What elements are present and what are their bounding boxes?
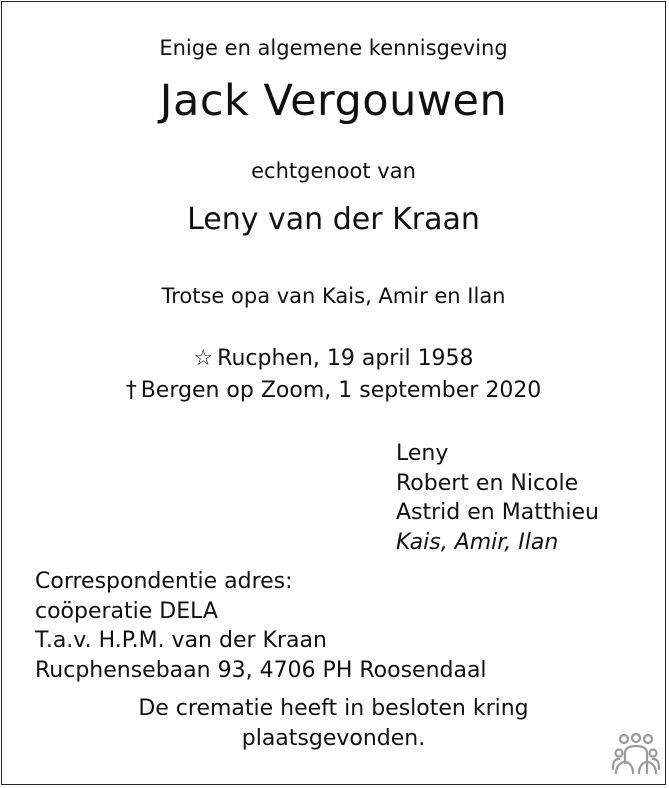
death-line — [2, 378, 665, 403]
death-text: Bergen op Zoom, 1 september 2020 — [140, 378, 542, 403]
cremation-line: plaatsgevonden. — [241, 725, 426, 751]
family-member: Leny — [396, 441, 449, 466]
death-notice-card — [1, 1, 666, 785]
spouse-name: Leny van der Kraan — [187, 202, 480, 237]
star-icon: ☆ — [193, 346, 214, 371]
deceased-name: Jack Vergouwen — [159, 76, 508, 126]
family-member: Astrid en Matthieu — [396, 500, 599, 525]
birth-line — [2, 346, 665, 371]
address-heading: Correspondentie adres: — [35, 569, 293, 594]
grandchildren-names: Kais, Amir, Ilan — [396, 529, 559, 555]
grandchildren-line: Trotse opa van Kais, Amir en Ilan — [161, 284, 506, 308]
family-list — [396, 439, 599, 557]
cremation-line: De crematie heeft in besloten kring — [138, 696, 529, 721]
spouse-label: echtgenoot van — [251, 159, 416, 183]
cross-icon: † — [125, 378, 137, 403]
correspondence-address — [35, 567, 487, 685]
family-member: Robert en Nicole — [396, 470, 579, 496]
cremation-notice — [2, 694, 665, 753]
notice-heading: Enige en algemene kennisgeving — [159, 36, 508, 60]
address-line: Rucphensebaan 93, 4706 PH Roosendaal — [35, 657, 487, 683]
birth-text: Rucphen, 19 april 1958 — [217, 346, 474, 371]
address-line: coöperatie DELA — [35, 598, 218, 624]
family-group-logo-icon — [611, 733, 661, 775]
address-line: T.a.v. H.P.M. van der Kraan — [35, 628, 327, 653]
